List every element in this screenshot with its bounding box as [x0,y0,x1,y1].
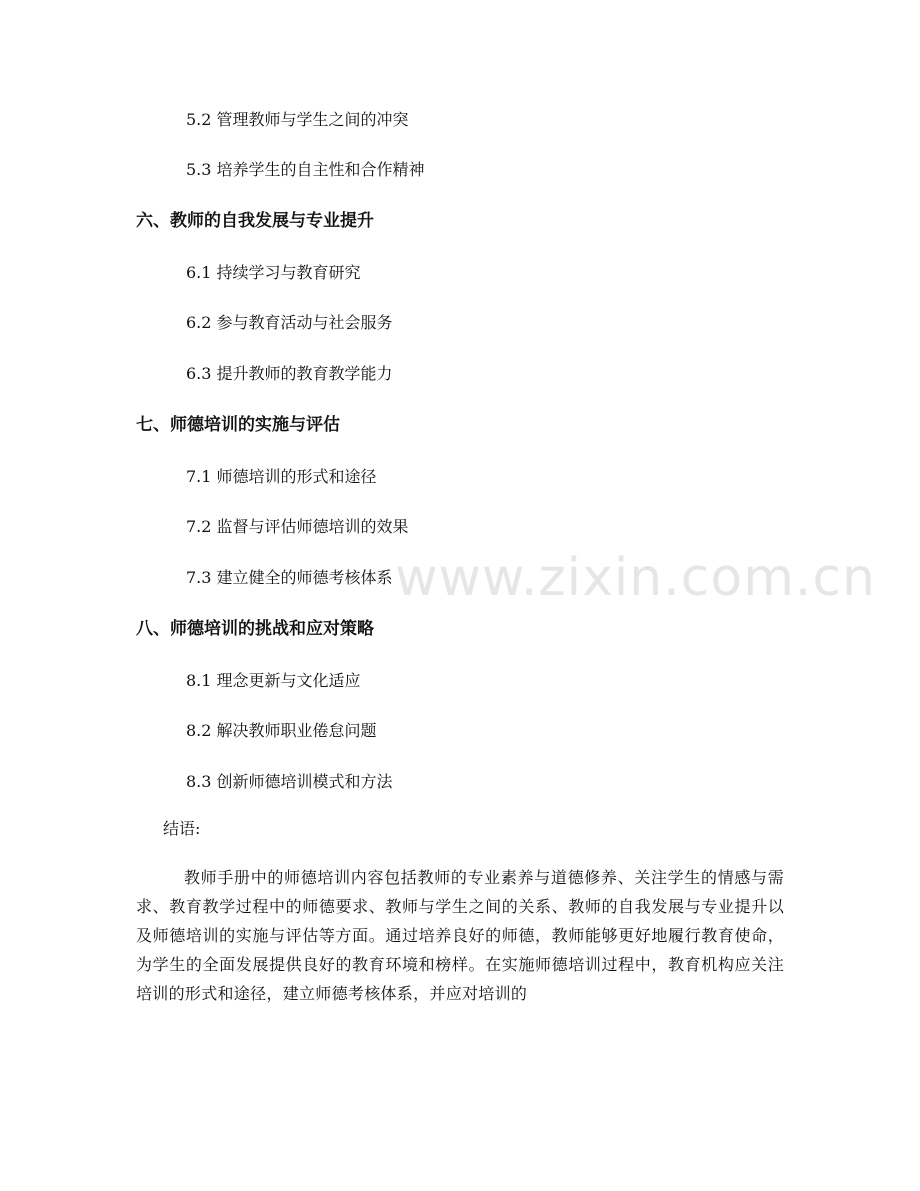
outline-item-6-3: 6.3 提升教师的教育教学能力 [186,364,393,383]
outline-item-5-2: 5.2 管理教师与学生之间的冲突 [186,110,409,129]
outline-item-5-3: 5.3 培养学生的自主性和合作精神 [186,160,425,179]
outline-item-7-3: 7.3 建立健全的师德考核体系 [186,568,393,587]
outline-item-7-1: 7.1 师德培训的形式和途径 [186,467,377,486]
outline-item-8-3: 8.3 创新师德培训模式和方法 [186,772,393,791]
section-heading-7: 七、师德培训的实施与评估 [136,415,340,435]
outline-item-8-2: 8.2 解决教师职业倦怠问题 [186,721,377,740]
watermark: www.zixin.com.cn [395,548,876,608]
conclusion-paragraph: 教师手册中的师德培训内容包括教师的专业素养与道德修养、关注学生的情感与需求、教育教学过程中的师德要求、教师与学生之间的关系、教师的自我发展与专业提升以及师德培训的实施与评估等方面。通过培养良好的师德，教师能够更好地履行教育使命，为学生的全面发展提供良好的教育环境和榜样。在实施师德培训过程中，教育机构应关注培训的形式和途径，建立师德考核体系，并应对培训的 [136,868,784,1003]
outline-item-8-1: 8.1 理念更新与文化适应 [186,671,361,690]
outline-item-6-2: 6.2 参与教育活动与社会服务 [186,313,393,332]
outline-item-6-1: 6.1 持续学习与教育研究 [186,263,361,282]
conclusion-label: 结语: [163,819,201,838]
section-heading-8: 八、师德培训的挑战和应对策略 [136,619,374,639]
section-heading-6: 六、教师的自我发展与专业提升 [136,211,374,231]
outline-item-7-2: 7.2 监督与评估师德培训的效果 [186,517,409,536]
